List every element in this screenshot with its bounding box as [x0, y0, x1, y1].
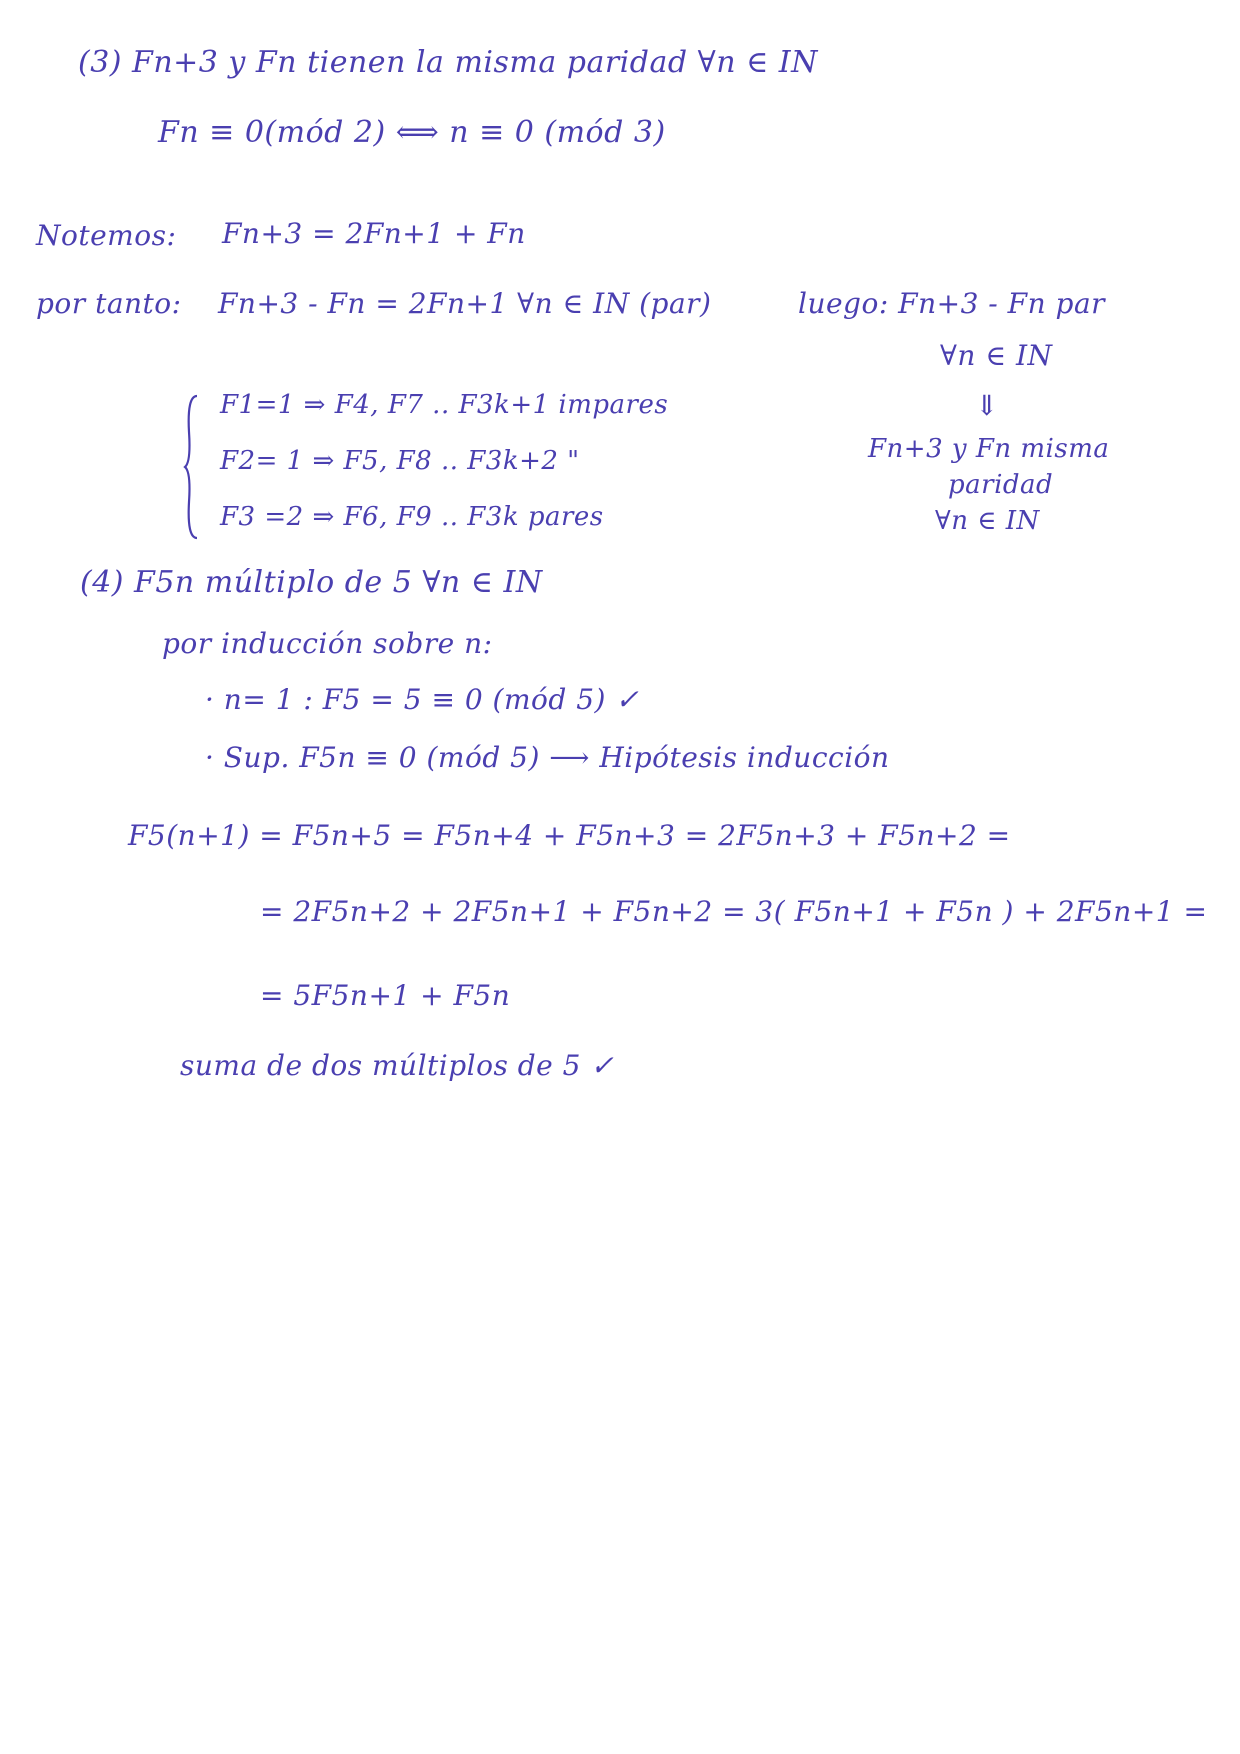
portanto-label: por tanto:	[36, 287, 182, 320]
base-case: · n= 1 : F5 = 5 ≡ 0 (mód 5) ✓	[205, 683, 640, 716]
notemos-expression: Fn+3 = 2Fn+1 + Fn	[222, 217, 526, 250]
implies-down-arrow-icon: ⇓	[975, 389, 999, 422]
case-odd-3k2: F2= 1 ⇒ F5, F8 .. F3k+2 "	[220, 446, 580, 476]
section4-title: (4) F5n múltiplo de 5 ∀n ∈ IN	[80, 565, 543, 600]
equation-line-1: F5(n+1) = F5n+5 = F5n+4 + F5n+3 = 2F5n+3 + F5n+2 =	[128, 819, 1011, 852]
induction-label: por inducción sobre n:	[162, 627, 493, 660]
notemos-label: Notemos:	[36, 219, 177, 252]
equation-line-3: = 5F5n+1 + F5n	[260, 979, 511, 1012]
luego-line-1: luego: Fn+3 - Fn par	[798, 287, 1106, 320]
luego-line-5: ∀n ∈ IN	[935, 506, 1040, 536]
conclusion: suma de dos múltiplos de 5 ✓	[180, 1049, 615, 1082]
induction-hypothesis: · Sup. F5n ≡ 0 (mód 5) ⟶ Hipótesis inducción	[205, 741, 890, 774]
case-odd-3k1: F1=1 ⇒ F4, F7 .. F3k+1 impares	[220, 390, 669, 420]
case-even-3k: F3 =2 ⇒ F6, F9 .. F3k pares	[220, 502, 604, 532]
section3-title: (3) Fn+3 y Fn tienen la misma paridad ∀n ∈ IN	[78, 45, 818, 80]
portanto-expression: Fn+3 - Fn = 2Fn+1 ∀n ∈ IN (par)	[218, 287, 712, 320]
luego-line-4: paridad	[948, 470, 1054, 500]
luego-line-3: Fn+3 y Fn misma	[868, 434, 1110, 464]
equation-line-2: = 2F5n+2 + 2F5n+1 + F5n+2 = 3( F5n+1 + F5n ) + 2F5n+1 =	[260, 895, 1208, 928]
section3-equivalence: Fn ≡ 0(mód 2) ⟺ n ≡ 0 (mód 3)	[158, 115, 666, 150]
luego-line-2: ∀n ∈ IN	[940, 339, 1053, 372]
left-brace-icon	[183, 392, 201, 542]
